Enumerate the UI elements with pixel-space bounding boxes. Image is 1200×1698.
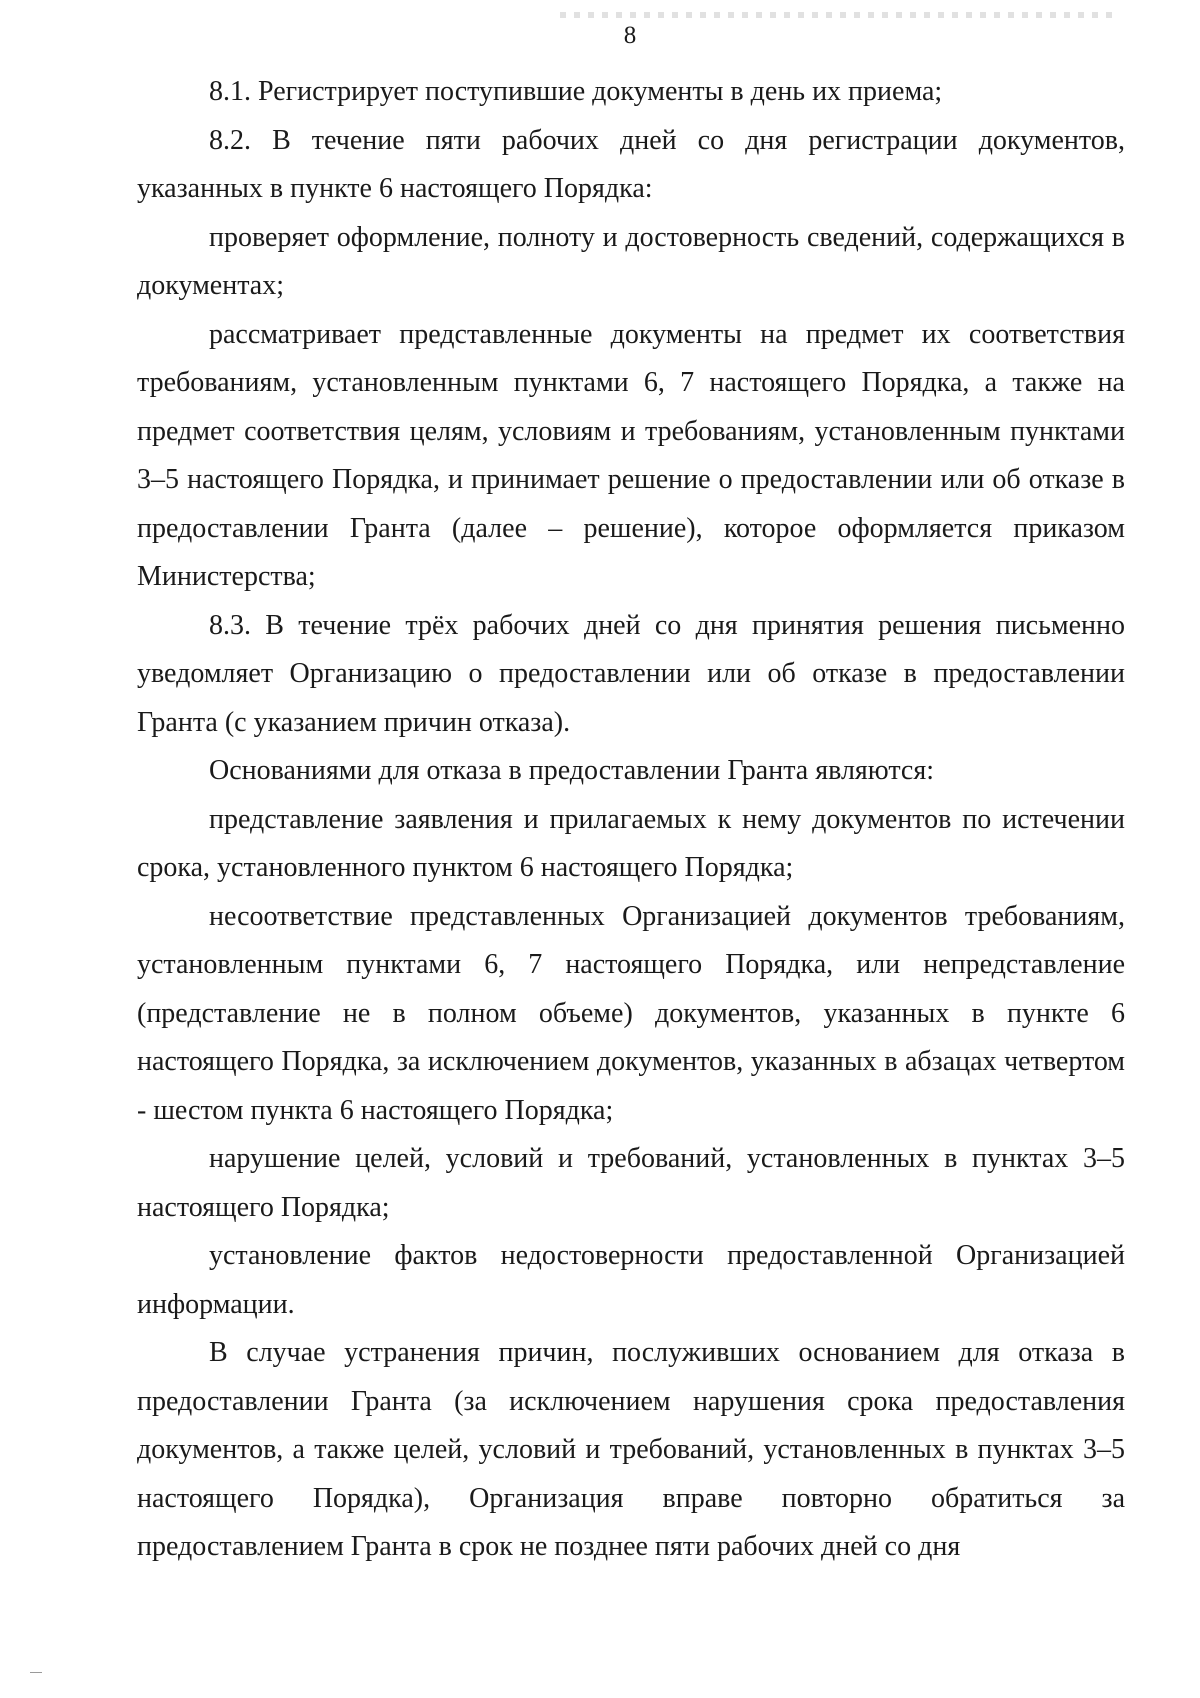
document-body (137, 68, 1125, 1572)
paragraph-8-1: 8.1. Регистрирует поступившие документы в день их приема; (209, 76, 943, 107)
paragraph-ground-false-information: установление фактов недостоверности предоставленной Организацией информации. (137, 1240, 1125, 1320)
paragraph-refusal-grounds-heading: Основаниями для отказа в предоставлении Гранта являются: (209, 755, 935, 786)
scan-artifact-marks (560, 12, 1120, 18)
page-number: 8 (623, 22, 637, 49)
paragraph-ground-nonconformity: несоответствие представленных Организацией документов требованиям, установленным пунктами 6, 7 настоящего Порядка, или непредставление (представление не в полном объеме) документов, указанных в пункте 6 настоящего Порядка, за исключением документов, указанных в абзацах четвертом - шестом пункта 6 настоящего Порядка; (137, 900, 1125, 1126)
paragraph-ground-late-submission: представление заявления и прилагаемых к нему документов по истечении срока, установленного пунктом 6 настоящего Порядка; (137, 803, 1125, 883)
scan-corner-mark (30, 1672, 42, 1673)
paragraph-ground-violation: нарушение целей, условий и требований, установленных в пунктах 3–5 настоящего Порядка; (137, 1143, 1125, 1223)
paragraph-8-2: 8.2. В течение пяти рабочих дней со дня регистрации документов, указанных в пункте 6 настоящего Порядка: (137, 124, 1125, 204)
paragraph-review-documents: рассматривает представленные документы на предмет их соответствия требованиям, установленным пунктами 6, 7 настоящего Порядка, а также на предмет соответствия целям, условиям и требованиям, установленным пунктами 3–5 настоящего Порядка, и принимает решение о предоставлении или об отказе в предоставлении Гранта (далее – решение), которое оформляется приказом Министерства; (137, 318, 1125, 592)
paragraph-8-3: 8.3. В течение трёх рабочих дней со дня принятия решения письменно уведомляет Организацию о предоставлении или об отказе в предоставлении Гранта (с указанием причин отказа). (137, 609, 1125, 738)
paragraph-reapplication: В случае устранения причин, послуживших основанием для отказа в предоставлении Гранта (за исключением нарушения срока предоставления документов, а также целей, условий и требований, установленных в пунктах 3–5 настоящего Порядка), Организация вправе повторно обратиться за предоставлением Гранта в срок не позднее пяти рабочих дней со дня (137, 1337, 1125, 1562)
paragraph-check-documents: проверяет оформление, полноту и достоверность сведений, содержащихся в документах; (137, 221, 1125, 301)
